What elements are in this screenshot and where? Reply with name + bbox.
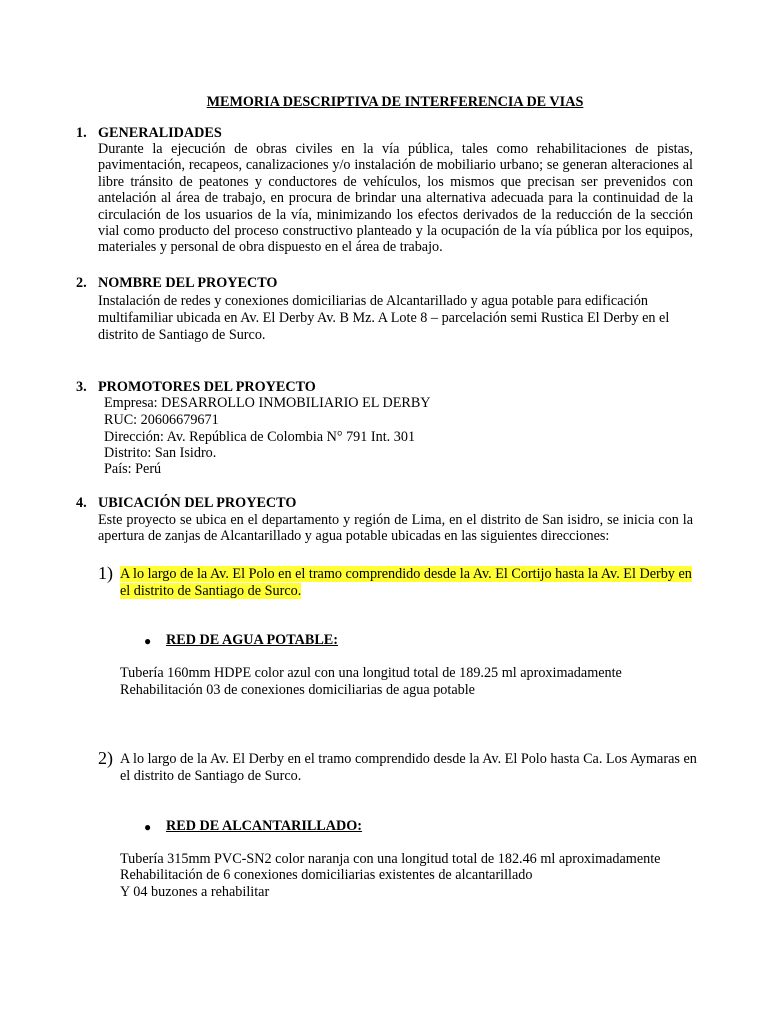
item-1-detail: Rehabilitación 03 de conexiones domiciliarias de agua potable [120,682,475,698]
section-1-heading: GENERALIDADES [98,125,222,141]
bullet-icon: ● [144,820,152,834]
section-1-body: Durante la ejecución de obras civiles en la vía pública, tales como rehabilitaciones de pistas, pavimentación, recapeos, canalizaciones y/o instalación de mobiliario urbano; se generan alteraciones al libre tránsito de peatones y conductores de vehículos, los mismos que precisan ser prevenidos con antelación al área de trabajo, en procura de brindar una alternativa adecuada para la continuidad de la circulación de los usuarios de la vía, minimizando los efectos derivados de la reducción de la sección vial como producto del proceso constructivo planteado y la ocupación de la vía pública por los equipos, materiales y personal de obra dispuesto en el área de trabajo. [98,141,693,256]
section-2-line: distrito de Santiago de Surco. [98,327,266,343]
promoter-district: Distrito: San Isidro. [104,445,217,461]
item-1-text [120,566,692,583]
section-4-number: 4. [76,495,87,511]
section-4-intro: Este proyecto se ubica en el departamento y región de Lima, en el distrito de San isidro, se inicia con la apertura de zanjas de Alcantarillado y agua potable ubicadas en las siguientes direcciones: [98,512,693,545]
item-1-line-2: el distrito de Santiago de Surco. [120,583,302,599]
document-title: MEMORIA DESCRIPTIVA DE INTERFERENCIA DE VIAS [206,94,584,110]
promoter-company: Empresa: DESARROLLO INMOBILIARIO EL DERBY [104,395,431,411]
item-2-line-1: A lo largo de la Av. El Derby en el tramo comprendido desde la Av. El Polo hasta Ca. Los Aymaras en [120,751,697,767]
item-1-detail: Tubería 160mm HDPE color azul con una longitud total de 189.25 ml aproximadamente [120,665,622,681]
item-2-number: 2) [98,748,113,768]
item-2-detail: Y 04 buzones a rehabilitar [120,884,270,900]
section-1-number: 1. [76,125,87,141]
promoter-country: País: Perú [104,461,162,477]
item-1-text-2 [120,583,301,600]
item-2-detail: Rehabilitación de 6 conexiones domiciliarias existentes de alcantarillado [120,867,533,883]
section-3-heading: PROMOTORES DEL PROYECTO [98,379,316,395]
section-4-heading: UBICACIÓN DEL PROYECTO [98,495,297,511]
section-2-heading: NOMBRE DEL PROYECTO [98,275,278,291]
item-2-subheading: RED DE ALCANTARILLADO: [166,818,363,834]
item-1-line-1: A lo largo de la Av. El Polo en el tramo comprendido desde la Av. El Cortijo hasta la Av. El Derby en [120,566,692,582]
section-2-line: multifamiliar ubicada en Av. El Derby Av. B Mz. A Lote 8 – parcelación semi Rustica El Derby en el [98,310,670,326]
item-2-line-2: el distrito de Santiago de Surco. [120,768,302,784]
section-2-number: 2. [76,275,87,291]
bullet-icon: ● [144,634,152,648]
promoter-ruc: RUC: 20606679671 [104,412,219,428]
section-2-line: Instalación de redes y conexiones domiciliarias de Alcantarillado y agua potable para edificación [98,293,648,309]
item-2-detail: Tubería 315mm PVC-SN2 color naranja con una longitud total de 182.46 ml aproximadamente [120,851,661,867]
item-1-number: 1) [98,563,113,583]
section-3-number: 3. [76,379,87,395]
promoter-address: Dirección: Av. República de Colombia N° 791 Int. 301 [104,429,416,445]
item-1-subheading: RED DE AGUA POTABLE: [166,632,338,648]
